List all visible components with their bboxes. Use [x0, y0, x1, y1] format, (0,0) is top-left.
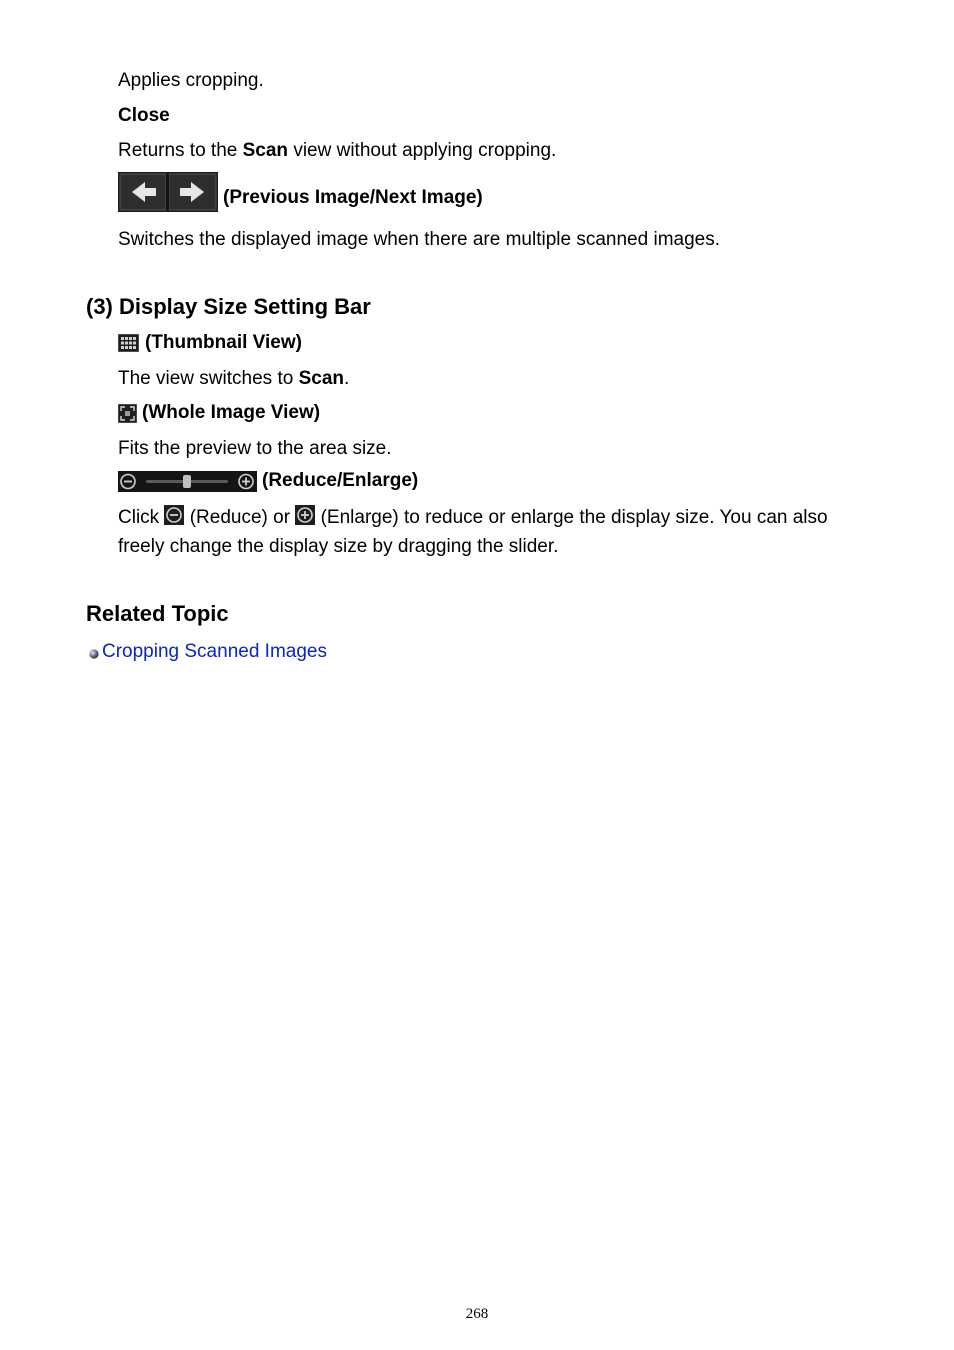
close-description: [118, 140, 556, 162]
close-desc-pre: Returns to the: [118, 140, 243, 161]
thumbnail-row: [118, 332, 302, 354]
thumbnail-description: [118, 368, 349, 390]
prev-next-icon: [118, 172, 218, 212]
reduce-enlarge-description-line2: freely change the display size by dragging the slider.: [118, 536, 559, 557]
thumbnail-desc-post: .: [344, 368, 350, 389]
whole-image-label: (Whole Image View): [142, 402, 321, 423]
prev-next-description: Switches the displayed image when there are multiple scanned images.: [118, 229, 720, 250]
prev-next-label: (Previous Image/Next Image): [223, 187, 483, 208]
thumbnail-desc-pre: The view switches to: [118, 368, 299, 389]
close-desc-post: view without applying cropping.: [288, 140, 557, 161]
reduce-desc-t3: (Enlarge) to reduce or enlarge the display size. You can also: [315, 507, 828, 528]
reduce-desc-t2: (Reduce) or: [184, 507, 296, 528]
thumbnail-label: (Thumbnail View): [145, 332, 302, 353]
bullet-icon: [88, 648, 100, 660]
reduce-icon: [164, 505, 184, 525]
page-number: 268: [465, 1306, 489, 1322]
reduce-enlarge-row: [118, 470, 418, 492]
thumbnail-view-icon: [118, 334, 139, 352]
related-link-row: [88, 641, 327, 663]
whole-image-row: [118, 402, 320, 424]
close-heading: Close: [118, 105, 170, 126]
reduce-enlarge-description: [118, 505, 828, 529]
close-desc-bold: Scan: [242, 140, 289, 161]
related-link-cropping[interactable]: Cropping Scanned Images: [102, 641, 327, 662]
apply-description: Applies cropping.: [118, 70, 264, 91]
prev-next-row: [118, 172, 483, 212]
reduce-desc-t1: Click: [118, 507, 165, 528]
section-heading-display-size: (3) Display Size Setting Bar: [86, 294, 371, 319]
related-topic-heading: Related Topic: [86, 601, 229, 626]
whole-image-description: Fits the preview to the area size.: [118, 438, 392, 459]
whole-image-view-icon: [118, 404, 137, 423]
reduce-enlarge-label: (Reduce/Enlarge): [262, 470, 419, 491]
thumbnail-desc-bold: Scan: [298, 368, 344, 389]
zoom-slider-icon: [118, 471, 257, 492]
enlarge-icon: [295, 505, 315, 525]
